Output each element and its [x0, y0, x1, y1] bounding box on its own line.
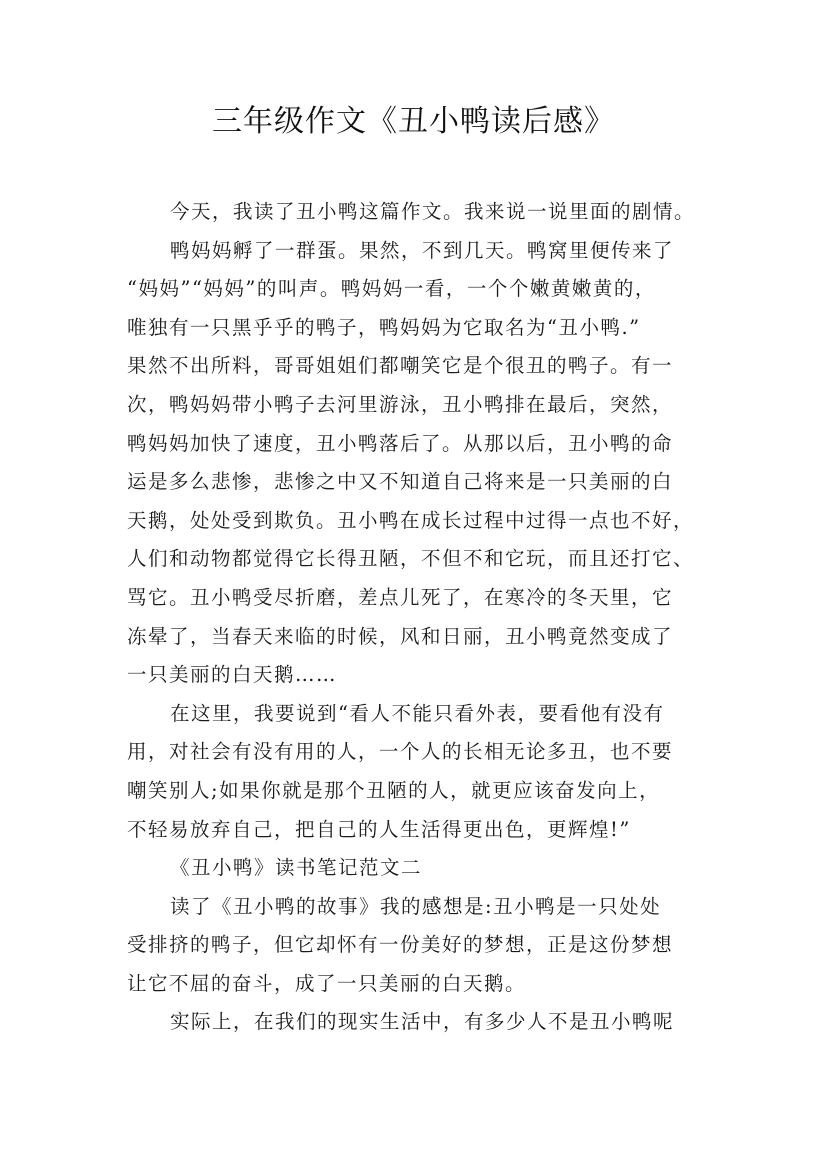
- text-line: 天鹅，处处受到欺负。丑小鸭在成长过程中过得一点也不好，: [127, 508, 695, 532]
- text-line: 鸭妈妈孵了一群蛋。果然，不到几天。鸭窝里便传来了: [170, 238, 675, 262]
- text-line: 次，鸭妈妈带小鸭子去河里游泳，丑小鸭排在最后，突然，: [127, 392, 674, 416]
- text-line: 在这里，我要说到“看人不能只看外表，要看他有没有: [170, 701, 665, 725]
- text-line: 《丑小鸭》读书笔记范文二: [170, 856, 423, 880]
- text-line: 今天，我读了丑小鸭这篇作文。我来说一说里面的剧情。: [170, 200, 696, 223]
- text-line: “妈妈”“妈妈”的叫声。鸭妈妈一看，一个个嫩黄嫩黄的，: [127, 277, 656, 301]
- text-line: 不轻易放弃自己，把自己的人生活得更出色，更辉煌!”: [127, 817, 631, 841]
- text-line: 运是多么悲惨，悲惨之中又不知道自己将来是一只美丽的白: [127, 470, 674, 494]
- text-line: 鸭妈妈加快了速度，丑小鸭落后了。从那以后，丑小鸭的命: [127, 431, 674, 455]
- text-line: 嘲笑别人;如果你就是那个丑陋的人，就更应该奋发向上，: [127, 778, 661, 802]
- text-line: 实际上，在我们的现实生活中，有多少人不是丑小鸭呢: [170, 1010, 675, 1034]
- text-line: 读了《丑小鸭的故事》我的感想是:丑小鸭是一只处处: [170, 894, 662, 918]
- text-line: 用，对社会有没有用的人，一个人的长相无论多丑，也不要: [127, 740, 674, 764]
- text-line: 冻晕了，当春天来临的时候，风和日丽，丑小鸭竟然变成了: [127, 624, 674, 648]
- text-line: 一只美丽的白天鹅……: [127, 663, 338, 687]
- text-line: 让它不屈的奋斗，成了一只美丽的白天鹅。: [127, 971, 527, 995]
- text-line: 唯独有一只黑乎乎的鸭子，鸭妈妈为它取名为“丑小鸭.”: [127, 315, 641, 339]
- text-line: 果然不出所料，哥哥姐姐们都嘲笑它是个很丑的鸭子。有一: [127, 354, 674, 378]
- document-title: 三年级作文《丑小鸭读后感》: [212, 104, 615, 139]
- text-line: 骂它。丑小鸭受尽折磨，差点儿死了，在寒冷的冬天里，它: [127, 585, 674, 609]
- text-line: 人们和动物都觉得它长得丑陋，不但不和它玩，而且还打它、: [127, 547, 695, 571]
- document-body: [127, 193, 717, 1042]
- text-line: 受排挤的鸭子，但它却怀有一份美好的梦想，正是这份梦想: [127, 933, 674, 957]
